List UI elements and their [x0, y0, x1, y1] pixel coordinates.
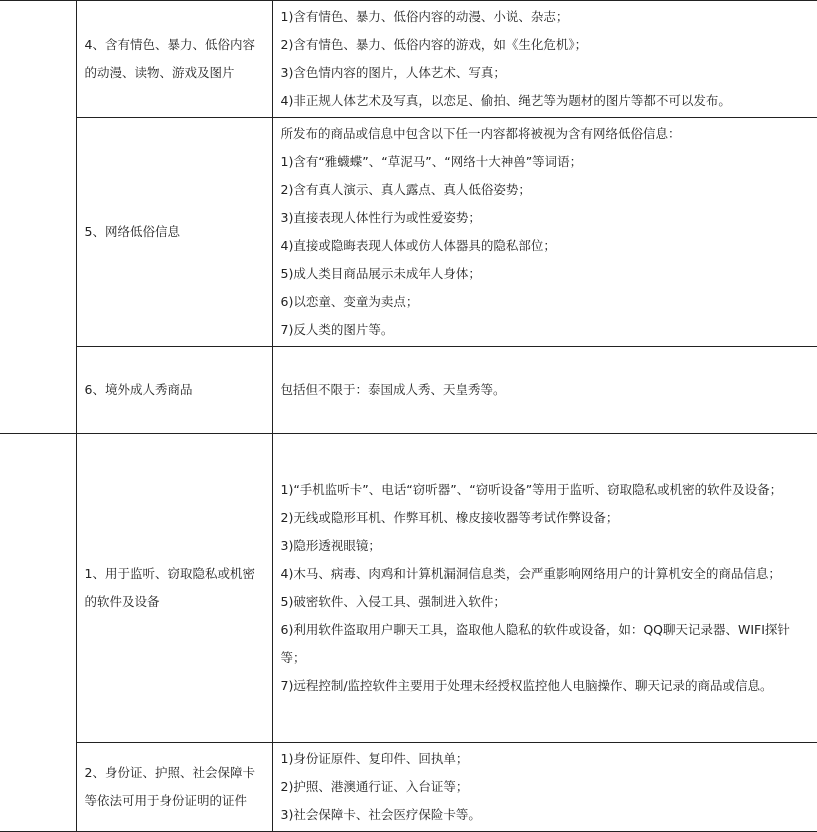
detail-line: 3)隐形透视眼镜；	[280, 538, 381, 553]
detail-line: 1)含有“雅蠛蝶”、“草泥马”、“网络十大神兽”等词语；	[280, 154, 583, 169]
table-row	[0, 743, 817, 832]
detail-line: 2)护照、港澳通行证、入台证等；	[280, 779, 469, 794]
detail-cell	[272, 743, 817, 832]
detail-line: 4)木马、病毒、肉鸡和计算机漏洞信息类，会严重影响网络用户的计算机安全的商品信息；	[280, 566, 781, 581]
detail-cell	[272, 118, 817, 347]
subcategory-cell: 5、网络低俗信息	[76, 118, 272, 347]
table-row	[0, 1, 817, 118]
detail-line: 4)直接或隐晦表现人体或仿人体器具的隐私部位；	[280, 238, 556, 253]
detail-cell	[272, 1, 817, 118]
detail-line: 1)“手机监听卡”、电话“窃听器”、“窃听设备”等用于监听、窃取隐私或机密的软件及设备；	[280, 482, 783, 497]
category-cell	[0, 1, 76, 434]
detail-cell	[272, 347, 817, 434]
detail-line: 3)直接表现人体性行为或性爱姿势；	[280, 210, 481, 225]
detail-line: 3)含色情内容的图片，人体艺术、写真；	[280, 65, 506, 80]
detail-line: 1)身份证原件、复印件、回执单；	[280, 751, 469, 766]
table-row	[0, 434, 817, 743]
detail-line: 2)无线或隐形耳机、作弊耳机、橡皮接收器等考试作弊设备；	[280, 510, 619, 525]
detail-line: 所发布的商品或信息中包含以下任一内容都将被视为含有网络低俗信息：	[280, 126, 681, 141]
detail-line: 包括但不限于：泰国成人秀、天皇秀等。	[280, 382, 506, 397]
detail-line: 7)远程控制/监控软件主要用于处理未经授权监控他人电脑操作、聊天记录的商品或信息。	[280, 678, 773, 693]
detail-line: 7)反人类的图片等。	[280, 322, 394, 337]
subcategory-cell: 4、含有情色、暴力、低俗内容的动漫、读物、游戏及图片	[76, 1, 272, 118]
detail-line: 4)非正规人体艺术及写真，以恋足、偷拍、绳艺等为题材的图片等都不可以发布。	[280, 93, 731, 108]
detail-line: 5)破密软件、入侵工具、强制进入软件；	[280, 594, 506, 609]
subcategory-cell: 1、用于监听、窃取隐私或机密的软件及设备	[76, 434, 272, 743]
detail-line: 5)成人类目商品展示未成年人身体；	[280, 266, 481, 281]
table-row	[0, 118, 817, 347]
detail-line: 3)社会保障卡、社会医疗保险卡等。	[280, 807, 481, 822]
detail-line: 6)以恋童、变童为卖点；	[280, 294, 419, 309]
subcategory-cell: 6、境外成人秀商品	[76, 347, 272, 434]
category-cell	[0, 434, 76, 832]
detail-line: 2)含有真人演示、真人露点、真人低俗姿势；	[280, 182, 531, 197]
detail-line: 6)利用软件盗取用户聊天工具，盗取他人隐私的软件或设备，如：QQ聊天记录器、WIFI探针等；	[280, 622, 790, 665]
detail-cell	[272, 434, 817, 743]
subcategory-cell: 2、身份证、护照、社会保障卡等依法可用于身份证明的证件	[76, 743, 272, 832]
detail-line: 1)含有情色、暴力、低俗内容的动漫、小说、杂志；	[280, 9, 569, 24]
table-row	[0, 347, 817, 434]
detail-line: 2)含有情色、暴力、低俗内容的游戏，如《生化危机》；	[280, 37, 588, 52]
